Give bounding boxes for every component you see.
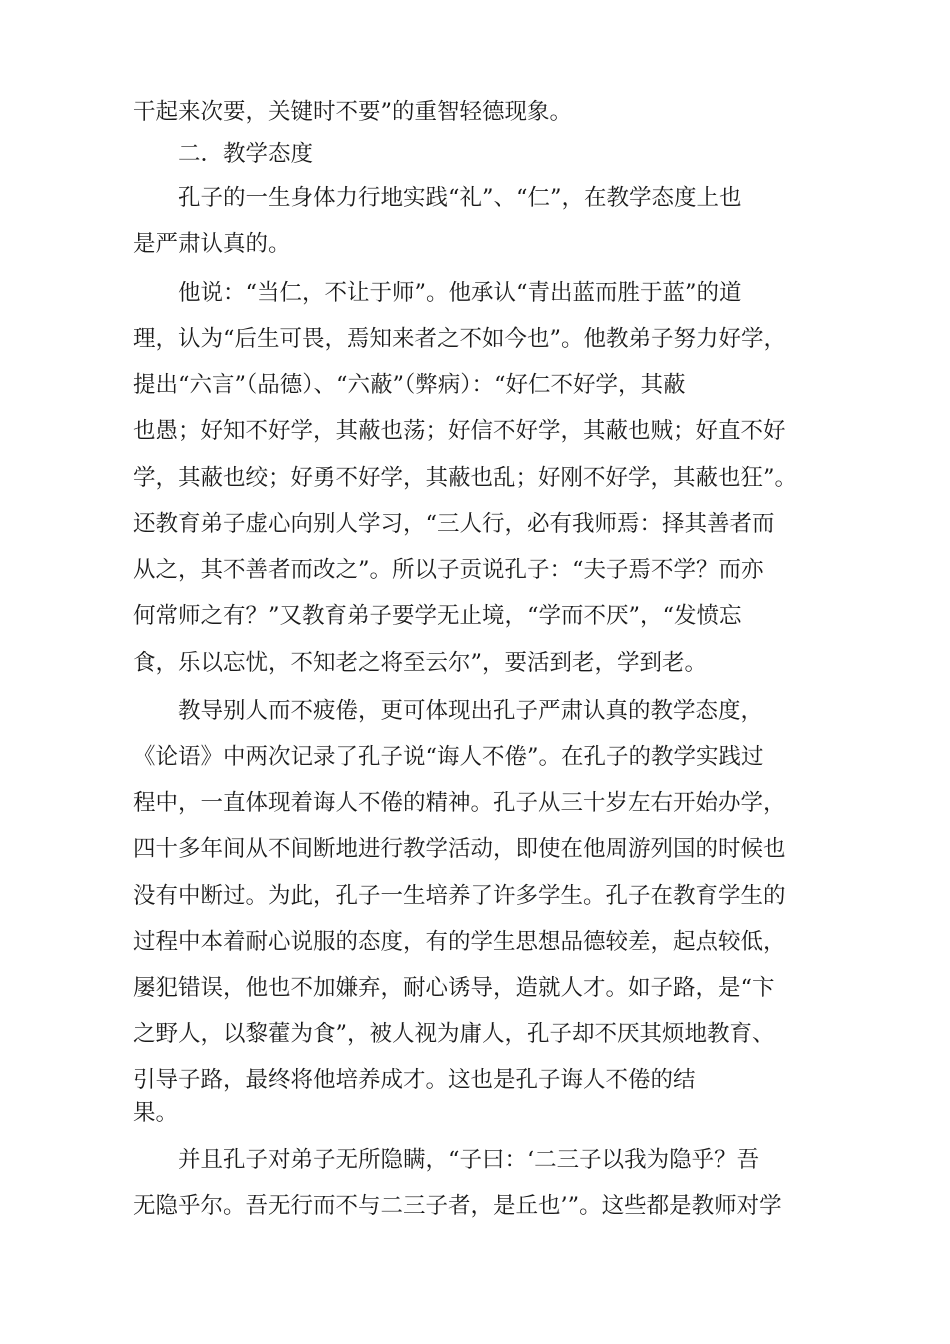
text-line: 提出“六言”（品德）、“六蔽”（弊病）：“好仁不好学，其蔽 (133, 372, 686, 398)
text-line: 无隐乎尔。吾无行而不与二三子者，是丘也’”。这些都是教师对学 (133, 1193, 782, 1219)
text-line: 程中，一直体现着诲人不倦的精神。孔子从三十岁左右开始办学， (133, 790, 786, 816)
text-line: 引导子路，最终将他培养成才。这也是孔子诲人不倦的结 (133, 1067, 696, 1093)
section-heading: 二．教学态度 (178, 141, 314, 167)
text-line: 从之，其不善者而改之”。所以子贡说孔子：“夫子焉不学？而亦 (133, 557, 764, 583)
text-line: 没有中断过。为此，孔子一生培养了许多学生。孔子在教育学生的 (133, 883, 786, 909)
text-line: 教导别人而不疲倦，更可体现出孔子严肃认真的教学态度， (178, 698, 764, 724)
text-line: 食，乐以忘忧，不知老之将至云尔”，要活到老，学到老。 (133, 650, 708, 676)
text-line: 过程中本着耐心说服的态度，有的学生思想品德较差，起点较低， (133, 929, 786, 955)
text-line: 何常师之有？”又教育弟子要学无止境，“学而不厌”，“发愤忘 (133, 603, 742, 629)
text-line: 屡犯错误，他也不加嫌弃，耐心诱导，造就人才。如子路，是“卞 (133, 975, 775, 1001)
text-line: 是严肃认真的。 (133, 231, 291, 257)
text-line: 四十多年间从不间断地进行教学活动，即使在他周游列国的时候也 (133, 836, 786, 862)
text-line: 之野人，以黎藿为食”，被人视为庸人，孔子却不厌其烦地教育、 (133, 1021, 775, 1047)
text-line: 孔子的一生身体力行地实践“礼”、“仁”，在教学态度上也 (178, 185, 742, 211)
text-line: 理，认为“后生可畏，焉知来者之不如今也”。他教弟子努力好学， (133, 326, 787, 352)
text-line: 也愚；好知不好学，其蔽也荡；好信不好学，其蔽也贼；好直不好 (133, 418, 786, 444)
text-line: 并且孔子对弟子无所隐瞒，“子曰：‘二三子以我为隐乎？吾 (178, 1147, 760, 1173)
text-line: 他说：“当仁，不让于师”。他承认“青出蓝而胜于蓝”的道 (178, 280, 742, 306)
text-line: 果。 (133, 1100, 179, 1126)
text-line: 还教育弟子虚心向别人学习，“三人行，必有我师焉：择其善者而 (133, 511, 775, 537)
text-line: 学，其蔽也绞；好勇不好学，其蔽也乱；好刚不好学，其蔽也狂”。 (133, 465, 798, 491)
text-line: 《论语》中两次记录了孔子说“诲人不倦”。在孔子的教学实践过 (133, 744, 764, 770)
text-line: 干起来次要，关键时不要”的重智轻德现象。 (133, 99, 573, 125)
